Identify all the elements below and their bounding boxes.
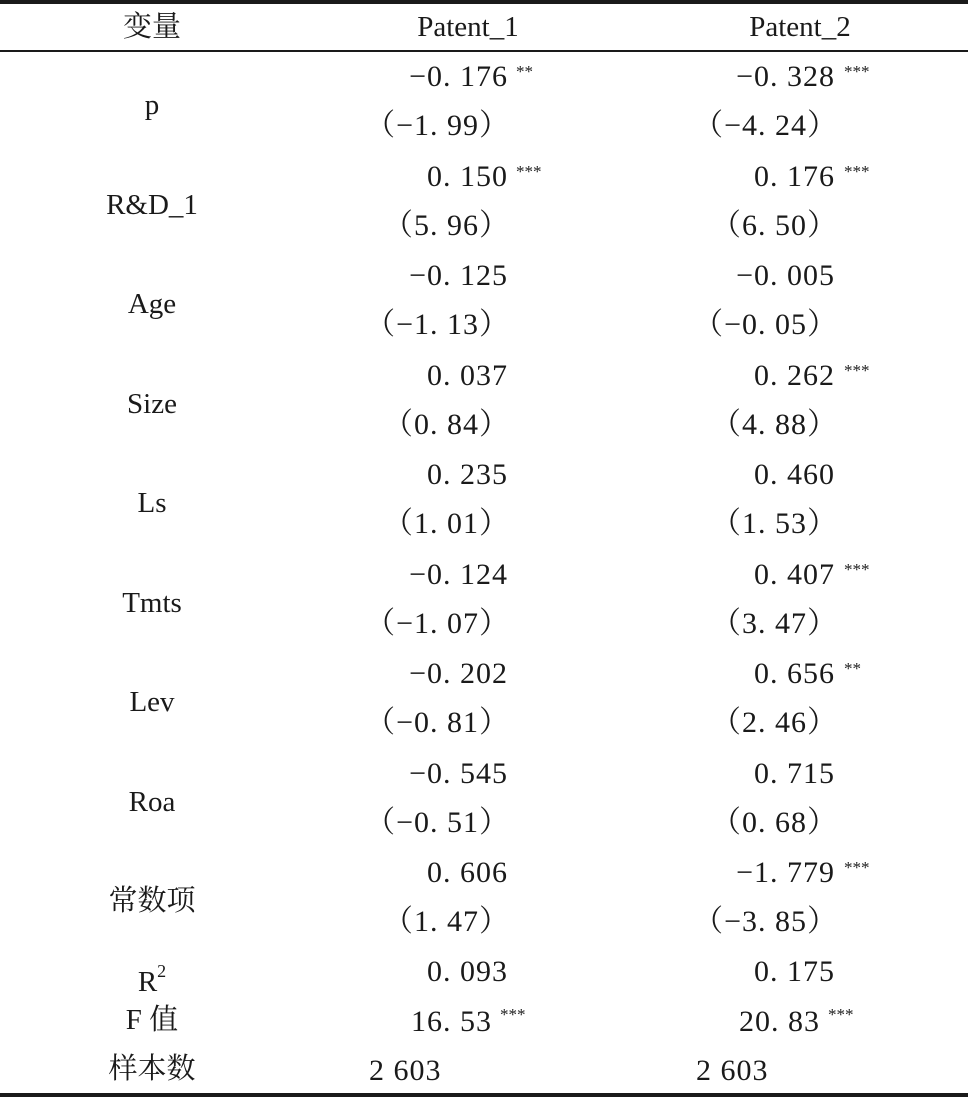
tstat-patent-2: （−4. 24）: [693, 109, 838, 142]
row-label: Lev: [129, 686, 175, 718]
coef-patent-2: 0. 262: [754, 358, 835, 392]
coef-patent-1: 0. 235: [427, 458, 508, 491]
coef-patent-2-stars: ***: [844, 360, 870, 380]
row-label: Tmts: [122, 586, 182, 619]
tstat-patent-1: （−1. 99）: [365, 109, 510, 142]
header-rule: [0, 50, 968, 52]
coef-patent-2: −0. 005: [736, 259, 835, 292]
tstat-patent-1: （−1. 13）: [365, 308, 510, 341]
tstat-patent-2: （−0. 05）: [693, 308, 838, 341]
tstat-patent-1: （5. 96）: [383, 208, 510, 242]
tstat-patent-1: （1. 47）: [383, 905, 510, 938]
tstat-patent-2: （−3. 85）: [693, 905, 838, 938]
f-patent-1-stars: ***: [500, 1005, 526, 1024]
tstat-patent-1: （−0. 51）: [365, 805, 510, 839]
bottom-rule: [0, 1093, 968, 1097]
f-patent-2: 20. 83: [739, 1005, 820, 1038]
r2-patent-2: 0. 175: [754, 955, 835, 988]
coef-patent-1: −0. 545: [409, 756, 508, 790]
header-patent-1: Patent_1: [417, 11, 519, 43]
row-label: Ls: [137, 487, 167, 519]
tstat-patent-2: （3. 47）: [711, 606, 838, 640]
coef-patent-2: −0. 328: [736, 60, 835, 93]
coef-patent-2-stars: ***: [844, 858, 870, 877]
tstat-patent-2: （6. 50）: [711, 208, 838, 242]
tstat-patent-1: （1. 01）: [383, 507, 510, 540]
coef-patent-2: 0. 176: [754, 159, 835, 193]
row-label-r2: $R^2$: [137, 961, 167, 998]
n-patent-1: 2 603: [369, 1054, 442, 1087]
n-patent-2: 2 603: [696, 1054, 769, 1087]
f-patent-1: 16. 53: [411, 1005, 492, 1038]
coef-patent-2: 0. 715: [754, 756, 835, 790]
row-label: Age: [127, 288, 177, 320]
coef-patent-1: −0. 176: [409, 60, 508, 93]
coef-patent-2: 0. 407: [754, 557, 835, 591]
coef-patent-1: 0. 150: [427, 159, 508, 193]
row-label-n: 样本数: [108, 1053, 196, 1085]
row-label: 常数项: [108, 885, 196, 917]
row-label: Roa: [128, 785, 176, 818]
row-label-f: F 值: [125, 1004, 179, 1036]
row-label: R&D_1: [106, 188, 198, 221]
tstat-patent-2: （4. 88）: [711, 407, 838, 441]
r2-patent-1: 0. 093: [427, 955, 508, 988]
coef-patent-2-stars: **: [844, 659, 861, 678]
f-patent-2-stars: ***: [828, 1005, 854, 1024]
tstat-patent-2: （2. 46）: [711, 706, 838, 739]
coef-patent-1: 0. 037: [427, 358, 508, 392]
coef-patent-1: −0. 202: [409, 657, 508, 690]
coef-patent-2: −1. 779: [736, 856, 835, 889]
top-rule: [0, 0, 968, 4]
coef-patent-1: 0. 606: [427, 856, 508, 889]
row-label: Size: [127, 387, 177, 420]
tstat-patent-1: （−0. 81）: [365, 706, 510, 739]
tstat-patent-2: （0. 68）: [711, 805, 838, 839]
coef-patent-1-stars: **: [516, 62, 533, 81]
header-patent-2: Patent_2: [749, 11, 851, 43]
tstat-patent-1: （−1. 07）: [365, 606, 510, 640]
coef-patent-2-stars: ***: [844, 161, 870, 181]
tstat-patent-2: （1. 53）: [711, 507, 838, 540]
coef-patent-2: 0. 656: [754, 657, 835, 690]
coef-patent-1-stars: ***: [516, 161, 542, 181]
coef-patent-1: −0. 125: [409, 259, 508, 292]
coef-patent-2: 0. 460: [754, 458, 835, 491]
header-variable: 变量: [122, 11, 181, 43]
coef-patent-2-stars: ***: [844, 62, 870, 81]
coef-patent-2-stars: ***: [844, 559, 870, 579]
row-label: p: [144, 89, 160, 121]
coef-patent-1: −0. 124: [409, 557, 508, 591]
tstat-patent-1: （0. 84）: [383, 407, 510, 441]
